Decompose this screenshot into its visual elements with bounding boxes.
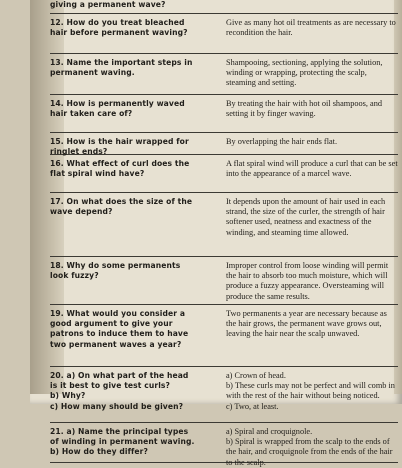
question xyxy=(50,309,202,366)
qa-row xyxy=(50,305,398,367)
question-text: giving a permanent wave? xyxy=(50,0,166,10)
qa-row xyxy=(50,133,398,155)
answer-part: b) Spiral is wrapped from the scalp to the ends of the hair, and croquignole from the ends of the hair to the scalp. xyxy=(226,437,393,467)
answer xyxy=(202,137,398,154)
answer xyxy=(202,261,398,304)
question-number: 18. xyxy=(50,261,64,270)
qa-row xyxy=(50,95,398,133)
question-text: How is the hair wrapped for ringlet ends? xyxy=(50,137,189,157)
qa-table xyxy=(50,0,398,467)
answer-text: A flat spiral wind will produce a curl that can be set into the appearance of a marcel wave. xyxy=(226,159,398,179)
question-number: 19. xyxy=(50,309,64,318)
question-part: a) On what part of the head is it best to give test curls? xyxy=(50,371,189,391)
question-text: Why do some permanents look fuzzy? xyxy=(50,261,181,281)
answer xyxy=(202,159,398,192)
question xyxy=(50,137,202,157)
answer-part: b) These curls may not be perfect and will comb in with the rest of the hair without being noticed. xyxy=(226,381,395,401)
question-number: 12. xyxy=(50,18,64,27)
answer xyxy=(202,427,398,467)
answer-text: By treating the hair with hot oil shampoos, and setting it by finger waving. xyxy=(226,99,383,119)
answer-text: Two permanents a year are necessary because as the hair grows, the permanent wave grows out, leaving the hair near the scalp unwaved. xyxy=(226,309,387,339)
answer xyxy=(202,197,398,256)
answer xyxy=(202,18,398,53)
question-text: How do you treat bleached hair before permanent waving? xyxy=(50,18,188,38)
question xyxy=(50,99,202,132)
answer-text: Shampooing, sectioning, applying the solution, winding or wrapping, protecting the scalp, steaming and setting. xyxy=(226,58,383,88)
question xyxy=(50,159,202,192)
answer xyxy=(202,58,398,94)
question-text: How is permanently waved hair taken care of? xyxy=(50,99,185,119)
answer-part: c) Two, at least. xyxy=(226,401,279,411)
question-number: 21. xyxy=(50,427,64,436)
answer-text: By overlapping the hair ends flat. xyxy=(226,137,338,146)
qa-row xyxy=(50,0,398,14)
question-part: a) Name the principal types of winding in permanent waving. xyxy=(50,427,195,447)
answer-text: Improper control from loose winding will permit the hair to absorb too much moisture, which will produce a fuzzy appearance. Oversteaming will produce the same results. xyxy=(226,261,389,301)
answer-part: a) Spiral and croquignole. xyxy=(226,427,313,436)
question xyxy=(50,427,202,462)
question-text: Name the important steps in permanent waving. xyxy=(50,58,193,78)
question xyxy=(50,0,202,13)
qa-row xyxy=(50,367,398,423)
qa-row xyxy=(50,423,398,467)
question-number: 17. xyxy=(50,197,64,206)
answer-text: Give as many hot oil treatments as are necessary to recondition the hair. xyxy=(226,18,396,38)
question-text: What effect of curl does the flat spiral wind have? xyxy=(50,159,190,179)
question-part: b) How do they differ? xyxy=(50,447,149,457)
question xyxy=(50,197,202,256)
question-part: b) Why? xyxy=(50,391,86,401)
answer xyxy=(202,371,398,422)
question-number: 16. xyxy=(50,159,64,168)
answer xyxy=(202,0,398,13)
qa-row xyxy=(50,257,398,305)
question xyxy=(50,58,202,94)
question xyxy=(50,18,202,53)
qa-row xyxy=(50,54,398,95)
qa-row xyxy=(50,155,398,193)
question-part: c) How many should be given? xyxy=(50,401,184,411)
book-page xyxy=(30,0,402,467)
answer-text: It depends upon the amount of hair used in each strand, the size of the curler, the strength of hair softener used, neatness and exactness of the winding, and steaming time allowed. xyxy=(226,197,386,237)
question-number: 20. xyxy=(50,371,64,380)
answer xyxy=(202,99,398,132)
question-text: What would you consider a good argument to give your patrons to induce them to have two permanent waves a year? xyxy=(50,309,189,349)
qa-row xyxy=(50,193,398,257)
answer-part: a) Crown of head. xyxy=(226,371,286,380)
question-number: 14. xyxy=(50,99,64,108)
answer xyxy=(202,309,398,366)
question-number: 15. xyxy=(50,137,64,146)
question xyxy=(50,261,202,304)
question xyxy=(50,371,202,422)
question-number: 13. xyxy=(50,58,64,67)
question-text: On what does the size of the wave depend? xyxy=(50,197,193,217)
qa-row xyxy=(50,14,398,54)
